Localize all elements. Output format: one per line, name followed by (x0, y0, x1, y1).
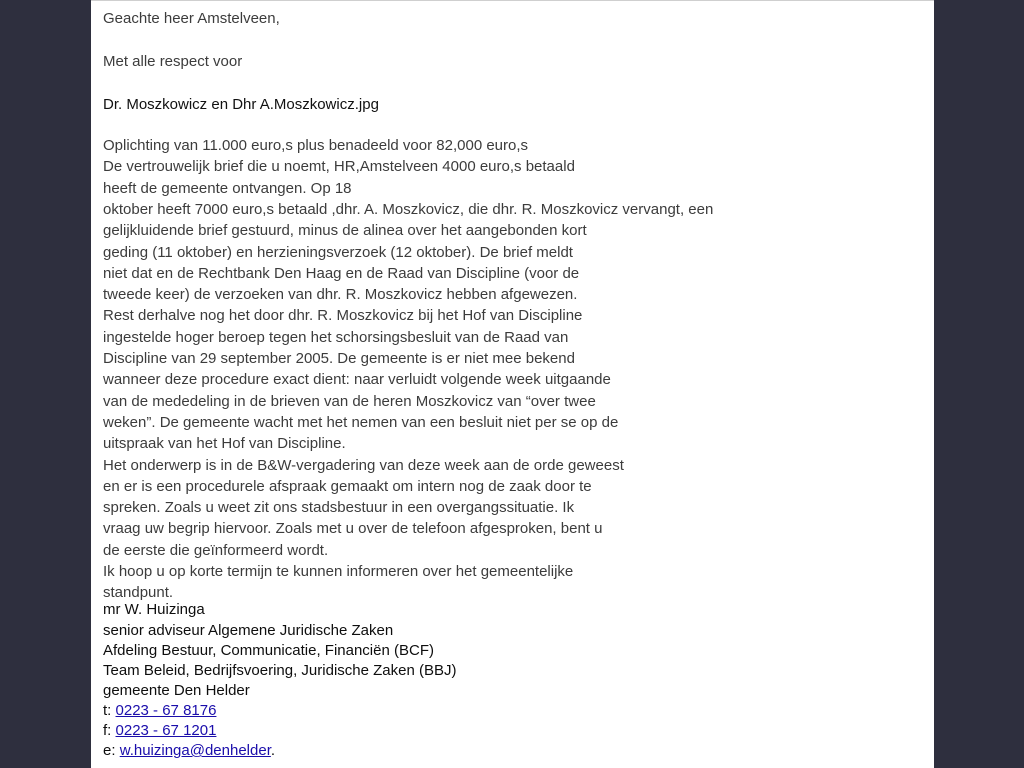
body-line: de eerste die geïnformeerd wordt. (103, 541, 329, 559)
body-line: uitspraak van het Hof van Discipline. (103, 435, 346, 453)
signature-email-row (103, 742, 275, 760)
signature-fax-row (103, 722, 216, 740)
body-line: tweede keer) de verzoeken van dhr. R. Moszkovicz hebben afgewezen. (103, 286, 578, 304)
phone-prefix: t: (103, 702, 116, 719)
body-line: ingestelde hoger beroep tegen het schorsingsbesluit van de Raad van (103, 328, 569, 346)
body-line: heeft de gemeente ontvangen. Op 18 (103, 179, 352, 197)
signature-department: Afdeling Bestuur, Communicatie, Financiën (BCF) (103, 642, 434, 659)
body-line: spreken. Zoals u weet zit ons stadsbestuur in een overgangssituatie. Ik (103, 499, 575, 517)
body-line: Oplichting van 11.000 euro,s plus benadeeld voor 82,000 euro,s (103, 137, 529, 154)
body-line: Ik hoop u op korte termijn te kunnen informeren over het gemeentelijke (103, 563, 574, 580)
fax-prefix: f: (103, 722, 116, 739)
signature-name: mr W. Huizinga (103, 601, 205, 618)
signature-role: senior adviseur Algemene Juridische Zaken (103, 622, 394, 639)
body-line: standpunt. (103, 584, 174, 602)
body-line: van de mededeling in de brieven van de heren Moszkovicz van “over twee (103, 392, 596, 410)
email-link[interactable]: w.huizinga@denhelder (119, 742, 271, 759)
body-line: geding (11 oktober) en herzieningsverzoek (12 oktober). De brief meldt (103, 243, 573, 261)
greeting: Geachte heer Amstelveen, (103, 10, 280, 27)
body-line: Rest derhalve nog het door dhr. R. Moszkovicz bij het Hof van Discipline (103, 307, 583, 325)
body-line: De vertrouwelijk brief die u noemt, HR,Amstelveen 4000 euro,s betaald (103, 158, 575, 176)
body-line: oktober heeft 7000 euro,s betaald ,dhr. A. Moszkovicz, die dhr. R. Moszkovicz vervangt, een (103, 200, 714, 218)
body-line: weken”. De gemeente wacht met het nemen van een besluit niet per se op de (103, 413, 619, 431)
phone-link[interactable]: 0223 - 67 8176 (115, 702, 217, 719)
attachment-name[interactable]: Dr. Moszkowicz en Dhr A.Moszkowicz.jpg (103, 96, 379, 113)
fax-link[interactable]: 0223 - 67 1201 (115, 722, 217, 739)
body-line: gelijkluidende brief gestuurd, minus de alinea over het aangebonden kort (103, 222, 587, 240)
email-prefix: e: (103, 742, 120, 759)
signature-organisation: gemeente Den Helder (103, 682, 250, 699)
signature-team: Team Beleid, Bedrijfsvoering, Juridische Zaken (BBJ) (103, 662, 457, 679)
body-line: wanneer deze procedure exact dient: naar verluidt volgende week uitgaande (103, 371, 611, 389)
body-line: niet dat en de Rechtbank Den Haag en de Raad van Discipline (voor de (103, 264, 580, 282)
email-page (91, 0, 934, 768)
email-suffix: . (270, 742, 276, 759)
signature-phone-row (103, 702, 216, 720)
body-line: vraag uw begrip hiervoor. Zoals met u over de telefoon afgesproken, bent u (103, 520, 603, 538)
body-line: en er is een procedurele afspraak gemaakt om intern nog de zaak door te (103, 477, 592, 495)
body-line: Het onderwerp is in de B&W-vergadering van deze week aan de orde geweest (103, 456, 624, 474)
intro-line: Met alle respect voor (103, 53, 243, 70)
body-line: Discipline van 29 september 2005. De gemeente is er niet mee bekend (103, 350, 575, 367)
